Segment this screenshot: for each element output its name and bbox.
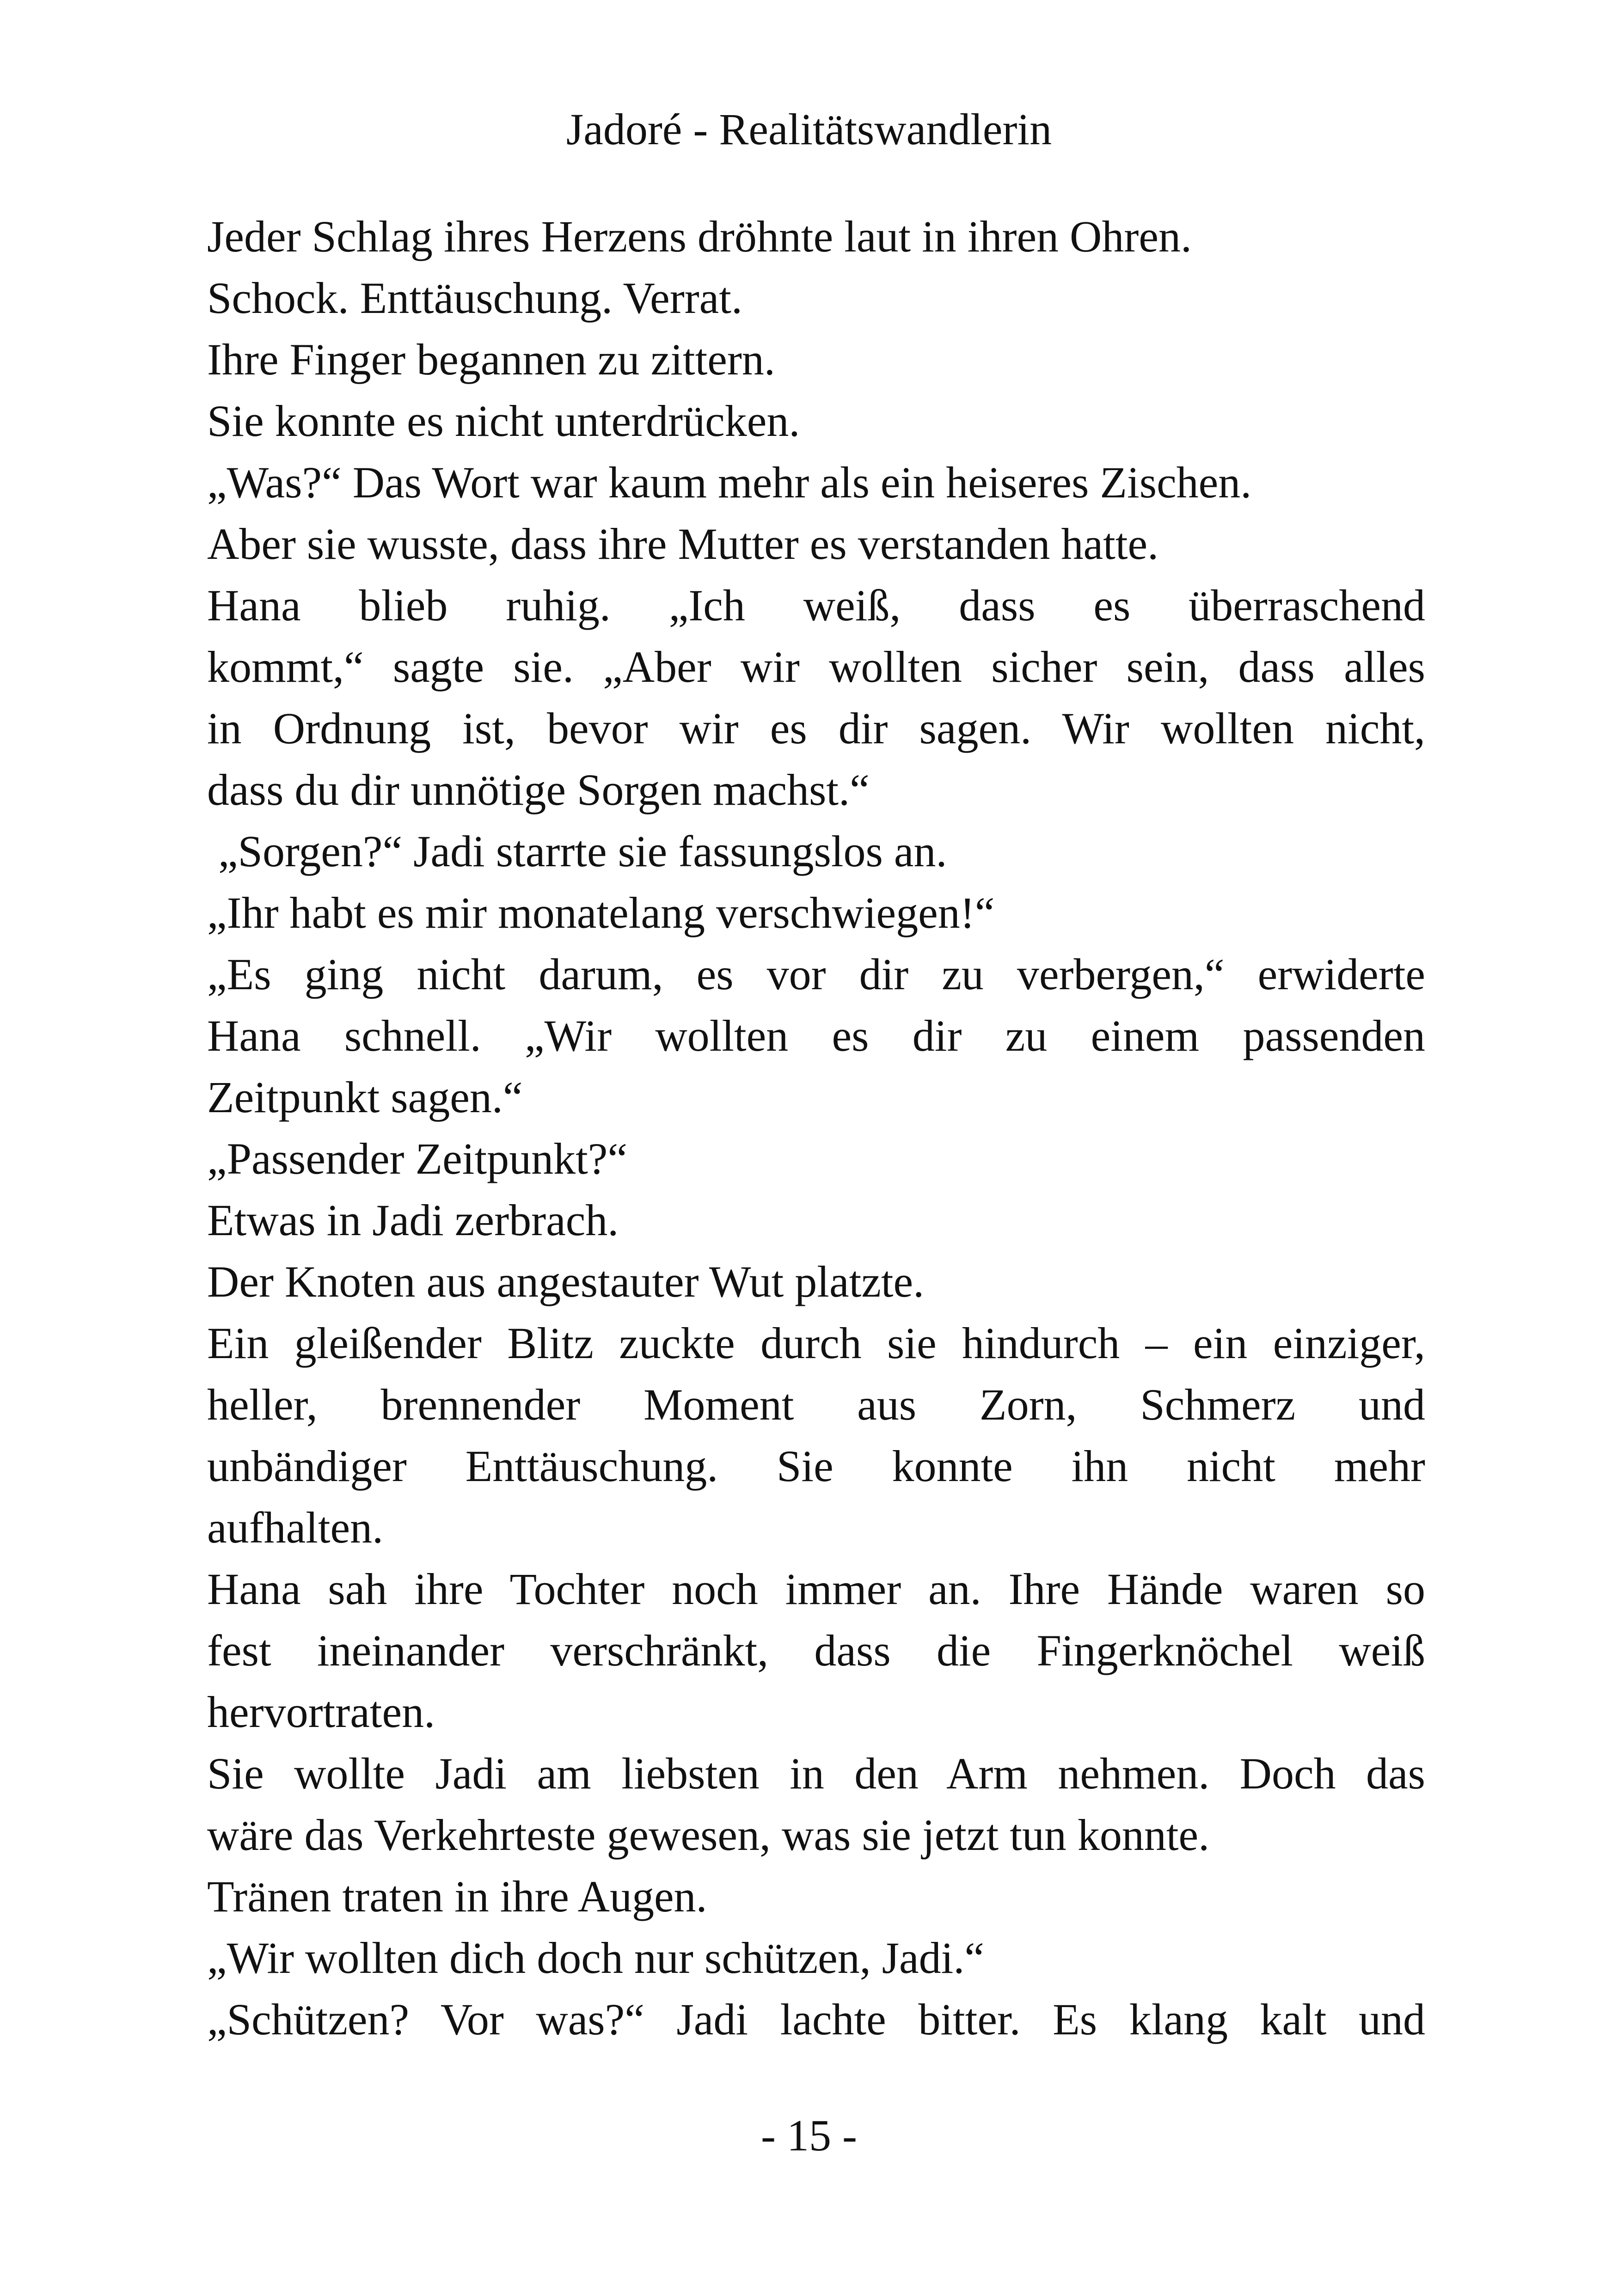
text-line: Etwas in Jadi zerbrach. (207, 1195, 619, 1245)
text-line: hervortraten. (207, 1687, 435, 1737)
text-line: Aber sie wusste, dass ihre Mutter es verstanden hatte. (207, 519, 1159, 569)
text-line: Hana sah ihre Tochter noch immer an. Ihre Hände waren so (207, 1564, 1425, 1614)
text-line: Ein gleißender Blitz zuckte durch sie hindurch – ein einziger, (207, 1318, 1425, 1368)
text-line: Tränen traten in ihre Augen. (207, 1872, 707, 1921)
text-line: Sie konnte es nicht unterdrücken. (207, 396, 800, 446)
text-line: Jeder Schlag ihres Herzens dröhnte laut in ihren Ohren. (207, 212, 1192, 261)
page-body (207, 206, 1425, 2050)
text-line: „Wir wollten dich doch nur schützen, Jadi.“ (207, 1933, 984, 1983)
text-line: aufhalten. (207, 1503, 384, 1552)
text-line: Hana blieb ruhig. „Ich weiß, dass es überraschend (207, 581, 1425, 630)
text-line: heller, brennender Moment aus Zorn, Schmerz und (207, 1380, 1425, 1429)
text-line: dass du dir unnötige Sorgen machst.“ (207, 765, 870, 814)
text-line: Zeitpunkt sagen.“ (207, 1072, 523, 1122)
running-header: Jadoré - Realitätswandlerin (566, 104, 1052, 154)
page-number: - 15 - (761, 2111, 857, 2160)
text-line: wäre das Verkehrteste gewesen, was sie jetzt tun konnte. (207, 1810, 1210, 1860)
text-line: unbändiger Enttäuschung. Sie konnte ihn nicht mehr (207, 1441, 1425, 1491)
text-line: Ihre Finger begannen zu zittern. (207, 335, 775, 384)
text-line: kommt,“ sagte sie. „Aber wir wollten sicher sein, dass alles (207, 642, 1425, 692)
text-line: fest ineinander verschränkt, dass die Fingerknöchel weiß (207, 1626, 1425, 1675)
text-line: „Was?“ Das Wort war kaum mehr als ein heiseres Zischen. (207, 458, 1252, 507)
text-line: Schock. Enttäuschung. Verrat. (207, 273, 742, 323)
text-line: „Sorgen?“ Jadi starrte sie fassungslos an. (218, 827, 947, 876)
text-line: „Ihr habt es mir monatelang verschwiegen!“ (207, 888, 995, 937)
text-line: Sie wollte Jadi am liebsten in den Arm nehmen. Doch das (207, 1749, 1425, 1798)
text-line: Der Knoten aus angestauter Wut platzte. (207, 1257, 925, 1306)
text-line: Hana schnell. „Wir wollten es dir zu einem passenden (207, 1011, 1425, 1060)
text-line: „Schützen? Vor was?“ Jadi lachte bitter. Es klang kalt und (207, 1995, 1425, 2044)
text-line: „Passender Zeitpunkt?“ (207, 1134, 627, 1183)
text-line: „Es ging nicht darum, es vor dir zu verbergen,“ erwiderte (207, 949, 1425, 999)
text-line: in Ordnung ist, bevor wir es dir sagen. Wir wollten nicht, (207, 704, 1425, 753)
